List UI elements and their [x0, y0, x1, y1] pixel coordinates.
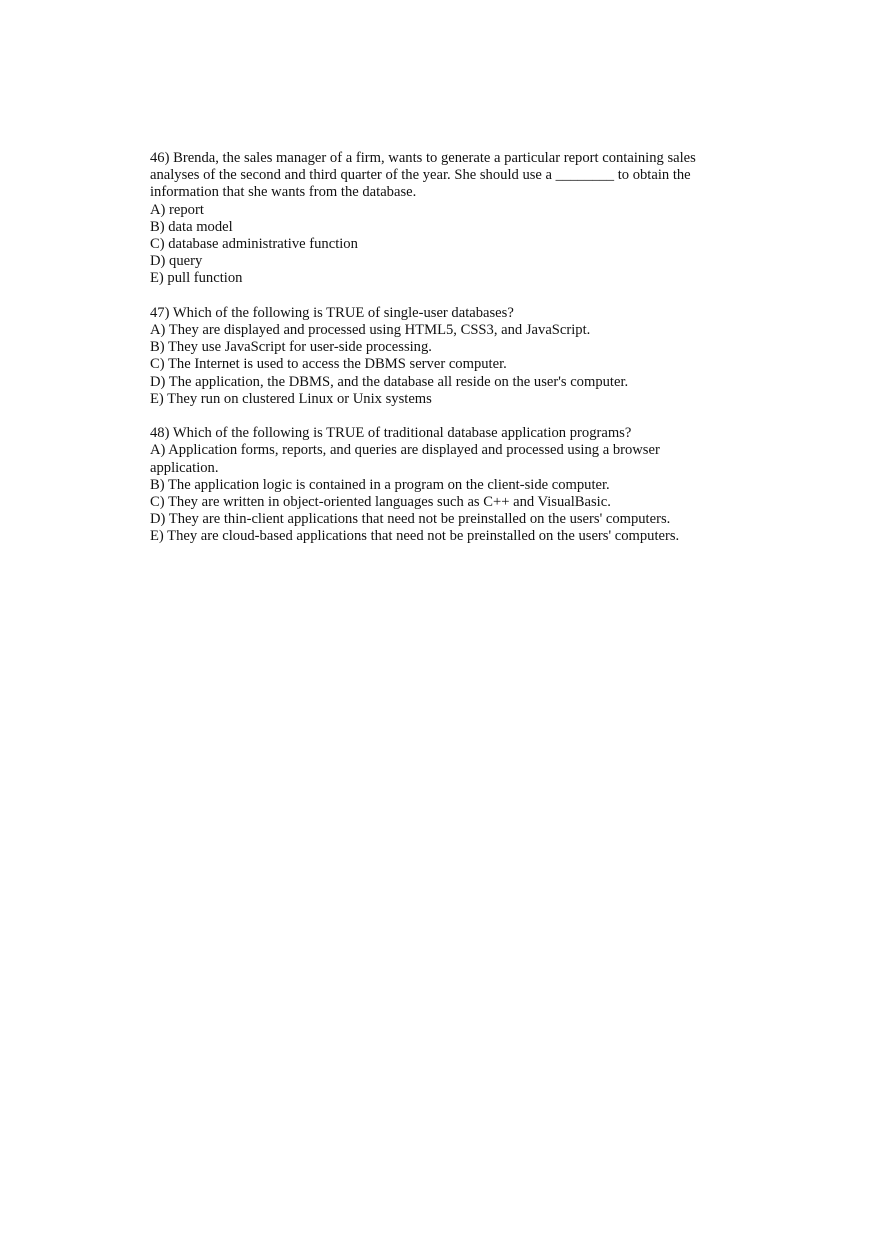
answer-option: C) database administrative function [150, 236, 358, 253]
question-47 [150, 305, 720, 408]
answer-option: D) query [150, 253, 203, 270]
question-stem: 47) Which of the following is TRUE of single-user databases? [150, 304, 514, 321]
question-stem: 46) Brenda, the sales manager of a firm, wants to generate a particular report containing sales analyses of the second and third quarter of the year. She should use a ________ to obtain the information that she wants from the database. [150, 150, 696, 201]
question-stem: 48) Which of the following is TRUE of traditional database application programs? [150, 425, 632, 442]
answer-option: D) The application, the DBMS, and the database all reside on the user's computer. [150, 373, 629, 390]
answer-option: D) They are thin-client applications that need not be preinstalled on the users' computers. [150, 511, 671, 528]
question-46 [150, 150, 720, 288]
answer-option: C) The Internet is used to access the DBMS server computer. [150, 356, 507, 373]
question-48 [150, 425, 720, 545]
answer-option: E) They are cloud-based applications that need not be preinstalled on the users' computers. [150, 528, 680, 545]
answer-option: A) report [150, 201, 204, 218]
answer-option: B) data model [150, 218, 233, 235]
answer-option: A) Application forms, reports, and queries are displayed and processed using a browser application. [150, 442, 660, 476]
answer-option: E) pull function [150, 270, 243, 287]
answer-option: B) The application logic is contained in a program on the client-side computer. [150, 476, 610, 493]
answer-option: B) They use JavaScript for user-side processing. [150, 339, 432, 356]
answer-option: E) They run on clustered Linux or Unix systems [150, 390, 432, 407]
answer-option: A) They are displayed and processed using HTML5, CSS3, and JavaScript. [150, 322, 591, 339]
answer-option: C) They are written in object-oriented languages such as C++ and VisualBasic. [150, 494, 611, 511]
question-list [150, 150, 720, 563]
